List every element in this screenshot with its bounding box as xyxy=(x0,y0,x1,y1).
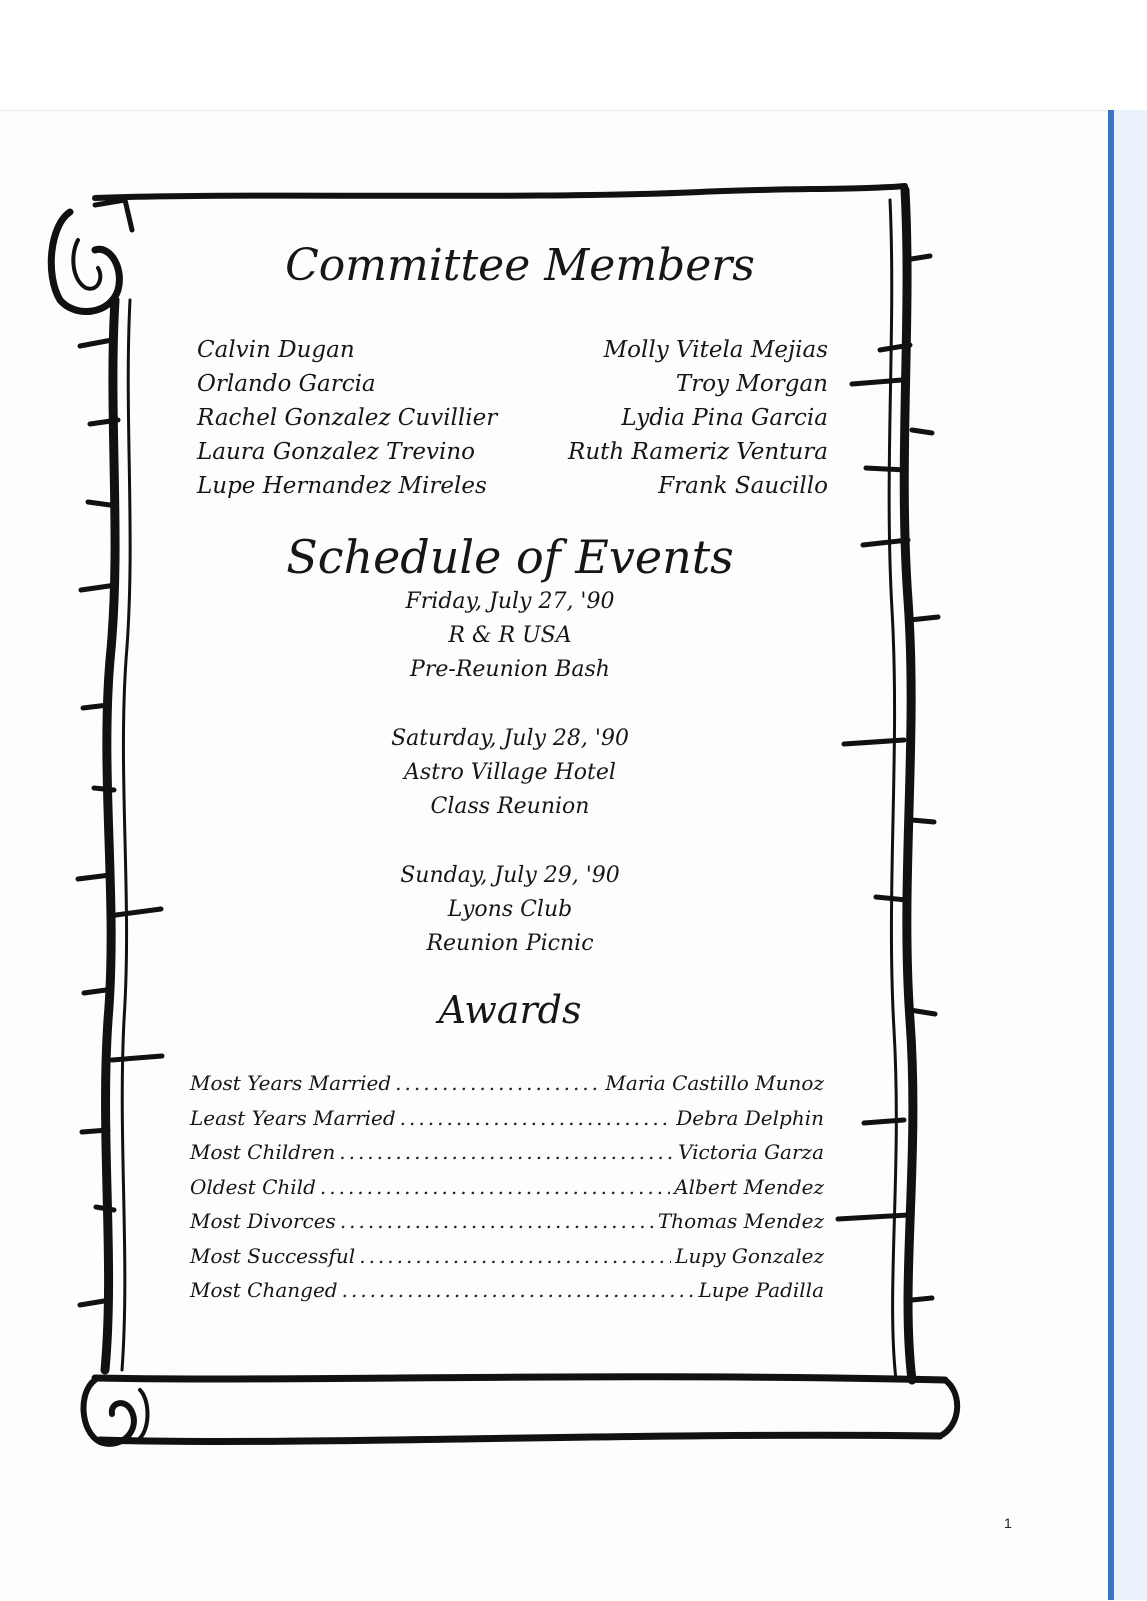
awards-title: Awards xyxy=(438,988,582,1032)
leader-dots xyxy=(342,1273,695,1308)
committee-right-column xyxy=(560,333,828,503)
award-winner: Lupy Gonzalez xyxy=(675,1243,824,1268)
award-name: Least Years Married xyxy=(190,1105,396,1130)
award-row xyxy=(190,1066,824,1101)
committee-member: Molly Vitela Mejias xyxy=(603,337,828,363)
committee-member: Calvin Dugan xyxy=(197,337,355,363)
committee-member: Frank Saucillo xyxy=(658,473,828,499)
award-row xyxy=(190,1101,824,1136)
event-saturday xyxy=(190,722,830,824)
leader-dots xyxy=(340,1204,654,1239)
event-date: Friday, July 27, '90 xyxy=(405,589,615,614)
award-name: Oldest Child xyxy=(190,1174,316,1199)
committee-member: Laura Gonzalez Trevino xyxy=(197,439,476,465)
committee-member: Orlando Garcia xyxy=(197,371,376,397)
event-sunday xyxy=(190,859,830,961)
committee-title: Committee Members xyxy=(285,240,755,291)
award-name: Most Successful xyxy=(190,1243,356,1268)
page-number: 1 xyxy=(1004,1515,1012,1531)
award-winner: Albert Mendez xyxy=(674,1174,824,1199)
event-place: Lyons Club xyxy=(447,897,573,922)
award-row xyxy=(190,1135,824,1170)
committee-member: Troy Morgan xyxy=(675,371,828,397)
award-winner: Victoria Garza xyxy=(678,1140,824,1164)
award-winner: Lupe Padilla xyxy=(698,1278,824,1302)
award-row xyxy=(190,1273,824,1308)
event-friday xyxy=(190,585,830,687)
leader-dots xyxy=(395,1066,601,1101)
award-winner: Maria Castillo Munoz xyxy=(605,1071,824,1095)
committee-member: Ruth Rameriz Ventura xyxy=(568,439,828,465)
event-date: Saturday, July 28, '90 xyxy=(391,726,629,751)
award-row xyxy=(190,1204,824,1239)
awards-list xyxy=(190,1066,824,1308)
award-name: Most Divorces xyxy=(190,1209,336,1233)
event-name: Reunion Picnic xyxy=(426,931,594,956)
award-name: Most Changed xyxy=(190,1278,338,1302)
award-name: Most Years Married xyxy=(190,1071,392,1095)
committee-member: Lupe Hernandez Mireles xyxy=(197,473,487,499)
event-name: Pre-Reunion Bash xyxy=(410,657,610,682)
event-name: Class Reunion xyxy=(430,794,590,819)
leader-dots xyxy=(320,1170,670,1205)
award-name: Most Children xyxy=(190,1140,336,1164)
leader-dots xyxy=(339,1135,674,1170)
schedule-title: Schedule of Events xyxy=(286,530,734,584)
event-place: Astro Village Hotel xyxy=(404,760,616,785)
leader-dots xyxy=(359,1239,671,1274)
award-row xyxy=(190,1239,824,1274)
committee-member: Rachel Gonzalez Cuvillier xyxy=(197,405,498,431)
committee-member: Lydia Pina Garcia xyxy=(621,405,828,431)
award-winner: Thomas Mendez xyxy=(657,1209,824,1233)
award-winner: Debra Delphin xyxy=(676,1105,824,1130)
event-date: Sunday, July 29, '90 xyxy=(400,863,620,888)
event-place: R & R USA xyxy=(448,623,572,648)
award-row xyxy=(190,1170,824,1205)
leader-dots xyxy=(400,1101,673,1136)
committee-left-column xyxy=(197,333,497,503)
